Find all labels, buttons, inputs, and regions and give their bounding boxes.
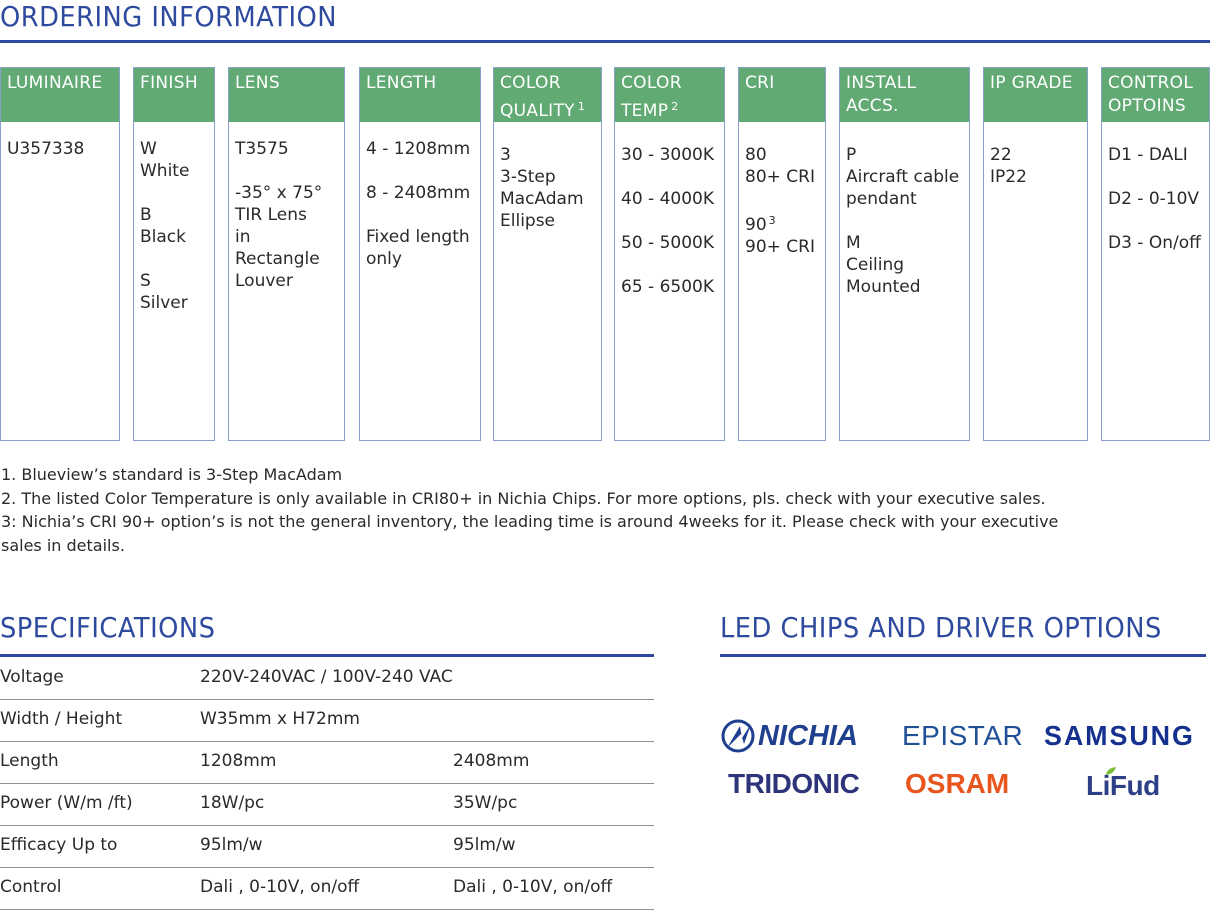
column-value: Fixed length xyxy=(366,227,470,247)
spec-value-1: 220V-240VAC / 100V-240 VAC xyxy=(200,667,453,687)
column-body xyxy=(984,122,1087,188)
column-header-line: QUALITY xyxy=(500,101,575,121)
column-header-line: TEMP xyxy=(621,101,669,121)
column-value: White xyxy=(140,161,190,181)
column-value: IP22 xyxy=(990,167,1027,187)
column-value: Ellipse xyxy=(500,211,556,231)
column-header xyxy=(840,68,969,122)
column-header xyxy=(984,68,1087,122)
spec-label: Control xyxy=(0,877,62,897)
options-title-rule xyxy=(720,654,1206,657)
column-header xyxy=(360,68,480,122)
column-body xyxy=(1102,122,1209,254)
column-value: MacAdam xyxy=(500,189,584,209)
footnote-marker: 3 xyxy=(768,214,776,227)
column-value: 80+ CRI xyxy=(745,167,815,187)
column-value: Ceiling xyxy=(846,255,905,275)
spec-row xyxy=(0,699,654,742)
footnote-3-continued: sales in details. xyxy=(1,535,125,555)
column-header xyxy=(494,68,601,122)
column-header-line: INSTALL xyxy=(846,73,917,93)
spec-row xyxy=(0,657,654,700)
column-header xyxy=(1102,68,1209,122)
column-header-line: COLOR xyxy=(500,73,561,93)
nichia-mark-icon xyxy=(720,718,756,754)
column-header xyxy=(229,68,344,122)
column-value: 65 - 6500K xyxy=(621,277,714,297)
column-value: B xyxy=(140,205,152,225)
column-header-line: LUMINAIRE xyxy=(7,73,103,93)
column-header xyxy=(1,68,119,122)
column-header-line: IP GRADE xyxy=(990,73,1073,93)
column-value: M xyxy=(846,233,861,253)
column-value: 40 - 4000K xyxy=(621,189,714,209)
column-value: S xyxy=(140,271,151,291)
spec-row xyxy=(0,825,654,868)
spec-label: Power (W/m /ft) xyxy=(0,793,133,813)
column-body xyxy=(229,122,344,292)
column-value: 90 $^3$ xyxy=(745,214,776,235)
column-value: D3 - On/off xyxy=(1108,233,1201,253)
column-value: P xyxy=(846,145,857,165)
column-header-line: CRI xyxy=(745,73,775,93)
specifications-title: SPECIFICATIONS xyxy=(0,611,216,644)
logo-lifud-text: LiFud xyxy=(1086,770,1160,801)
logo-samsung: SAMSUNG xyxy=(1044,720,1195,751)
column-body xyxy=(615,122,724,298)
column-header-line: LENGTH xyxy=(366,73,437,93)
column-header-line: ACCS. xyxy=(846,96,899,116)
ordering-column-color-quality xyxy=(493,67,602,441)
column-value: TIR Lens xyxy=(235,205,307,225)
spec-value-1: 18W/pc xyxy=(200,793,265,813)
spec-label: Voltage xyxy=(0,667,64,687)
ordering-title-rule xyxy=(0,40,1210,43)
column-value: W xyxy=(140,139,157,159)
spec-value-1: 1208mm xyxy=(200,751,277,771)
column-value: U357338 xyxy=(7,139,85,159)
ordering-column-ip-grade xyxy=(983,67,1088,441)
column-header-line: FINISH xyxy=(140,73,198,93)
column-value: 8 - 2408mm xyxy=(366,183,471,203)
column-value: -35° x 75° xyxy=(235,183,323,203)
column-value: 4 - 1208mm xyxy=(366,139,471,159)
column-body xyxy=(840,122,969,298)
column-value: Louver xyxy=(235,271,293,291)
spec-value-1: Dali , 0-10V, on/off xyxy=(200,877,360,897)
spec-value-2: Dali , 0-10V, on/off xyxy=(453,877,613,897)
column-value: Aircraft cable xyxy=(846,167,960,187)
column-body xyxy=(1,122,119,160)
column-body xyxy=(360,122,480,270)
column-value: pendant xyxy=(846,189,917,209)
footnote-1: 1. Blueview’s standard is 3-Step MacAdam xyxy=(1,465,343,484)
logo-nichia-text: NICHIA xyxy=(758,720,858,752)
column-header-line: OPTOINS xyxy=(1108,96,1187,116)
footnote-2: 2. The listed Color Temperature is only available in CRI80+ in Nichia Chips. For more options, pls. check with your executive sales. xyxy=(1,488,1046,508)
ordering-column-cri xyxy=(738,67,826,441)
spec-value-2: 35W/pc xyxy=(453,793,518,813)
ordering-column-control-options xyxy=(1101,67,1210,441)
column-body xyxy=(739,122,825,258)
column-value: 50 - 5000K xyxy=(621,233,714,253)
logo-tridonic: TRIDONIC xyxy=(728,768,860,799)
footnote-3: 3: Nichia’s CRI 90+ option’s is not the general inventory, the leading time is around 4weeks for it. Please check with your executive xyxy=(1,512,1059,531)
column-value: in Rectangle xyxy=(235,227,320,269)
ordering-title: ORDERING INFORMATION xyxy=(0,0,337,33)
spec-value-1: W35mm x H72mm xyxy=(200,709,360,729)
column-header-line: LENS xyxy=(235,73,280,93)
column-value: only xyxy=(366,249,402,269)
spec-row xyxy=(0,783,654,826)
column-value: Black xyxy=(140,227,186,247)
ordering-column-lens xyxy=(228,67,345,441)
spec-value-2: 2408mm xyxy=(453,751,530,771)
ordering-column-finish xyxy=(133,67,215,441)
logo-epistar: EPISTAR xyxy=(902,720,1024,751)
spec-row xyxy=(0,867,654,910)
ordering-column-install-accs xyxy=(839,67,970,441)
column-header-line: CONTROL xyxy=(1108,73,1194,93)
column-value: T3575 xyxy=(235,139,289,159)
footnotes xyxy=(1,463,1121,557)
column-value: 30 - 3000K xyxy=(621,145,714,165)
column-header-line: COLOR xyxy=(621,73,682,93)
column-header xyxy=(615,68,724,122)
options-title: LED CHIPS AND DRIVER OPTIONS xyxy=(720,611,1162,644)
column-value: 90+ CRI xyxy=(745,237,815,257)
column-body xyxy=(494,122,601,232)
logo-osram: OSRAM xyxy=(905,768,1010,799)
ordering-column-luminaire xyxy=(0,67,120,441)
column-value: Mounted xyxy=(846,277,921,297)
spec-label: Length xyxy=(0,751,59,771)
spec-label: Efficacy Up to xyxy=(0,835,118,855)
column-value: 3-Step xyxy=(500,167,556,187)
column-header xyxy=(739,68,825,122)
ordering-column-color-temp xyxy=(614,67,725,441)
column-value: 3 xyxy=(500,145,511,165)
footnote-marker: 2 xyxy=(671,100,679,113)
ordering-column-length xyxy=(359,67,481,441)
column-body xyxy=(134,122,214,314)
column-value: D1 - DALI xyxy=(1108,145,1188,165)
column-value: D2 - 0-10V xyxy=(1108,189,1200,209)
footnote-marker: 1 xyxy=(577,100,586,113)
spec-value-1: 95lm/w xyxy=(200,835,263,855)
spec-value-2: 95lm/w xyxy=(453,835,516,855)
spec-row xyxy=(0,741,654,784)
column-header xyxy=(134,68,214,122)
column-value: Silver xyxy=(140,293,188,313)
column-value: 22 xyxy=(990,145,1012,165)
spec-label: Width / Height xyxy=(0,709,123,729)
column-value: 80 xyxy=(745,145,767,165)
